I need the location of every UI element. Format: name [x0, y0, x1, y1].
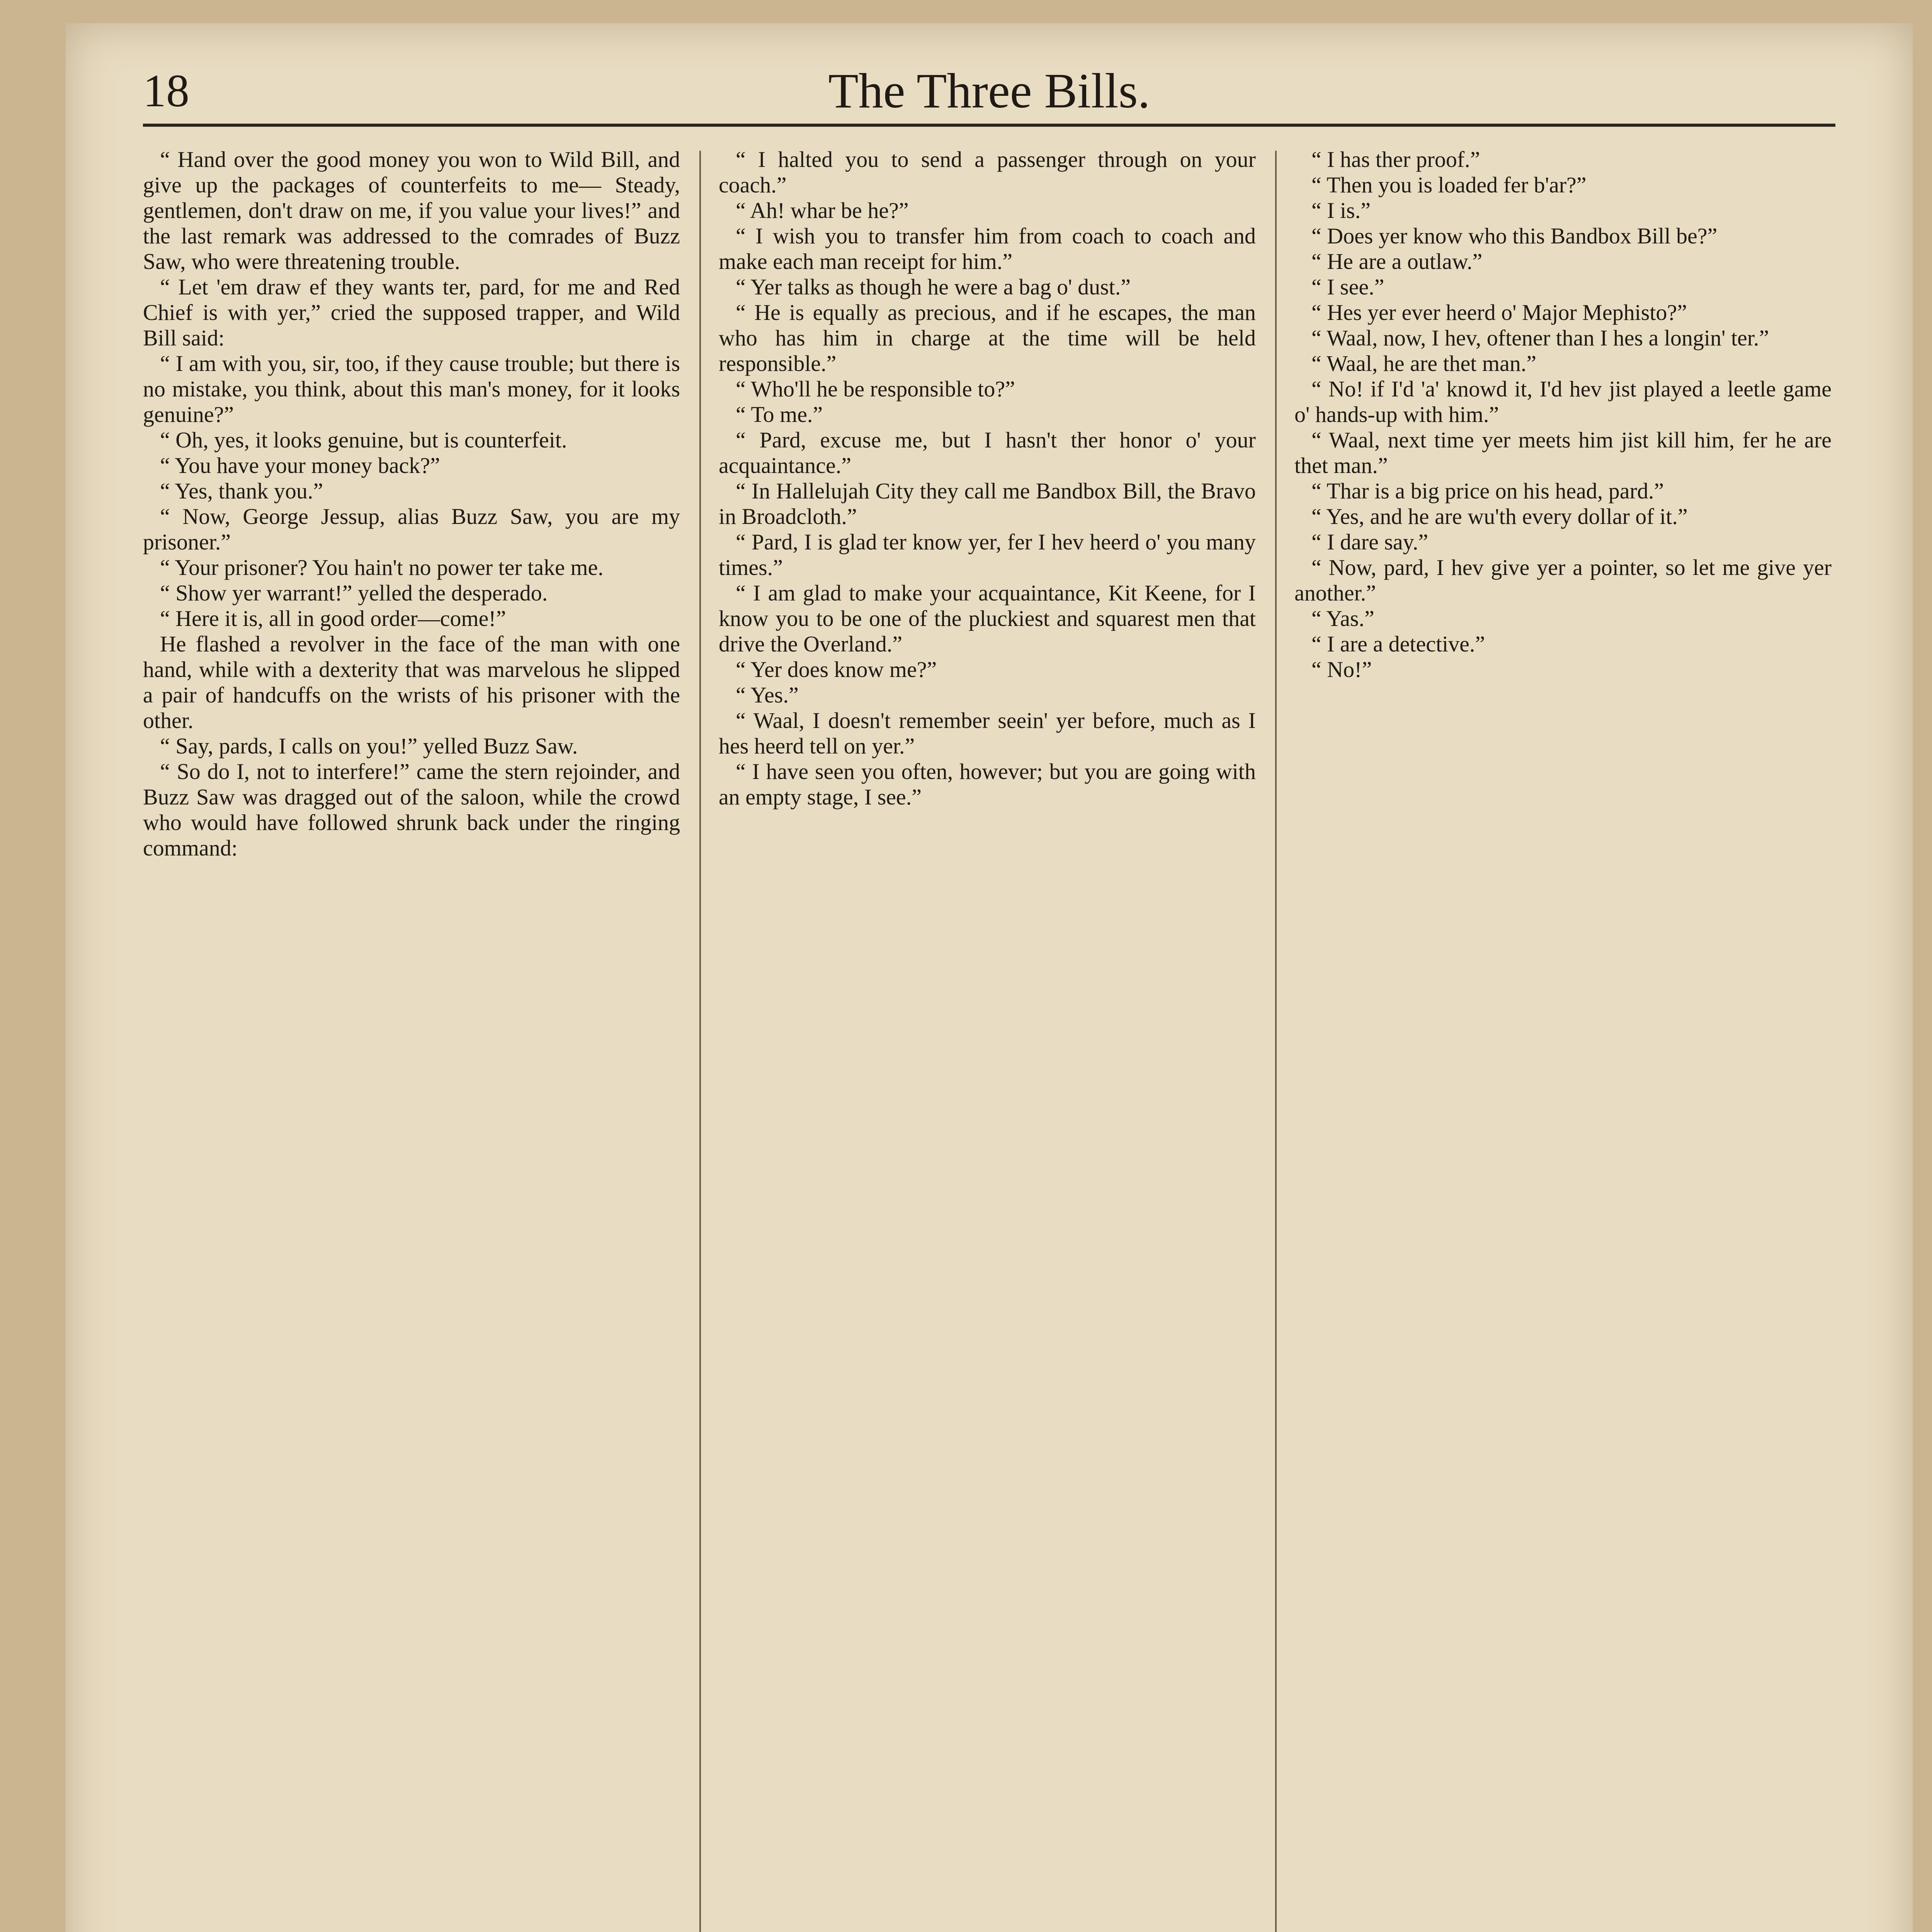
text-column-3 — [1294, 147, 1832, 1932]
paragraph: “ Here it is, all in good order—come!” — [160, 606, 506, 631]
paragraph: “ No! if I'd 'a' knowd it, I'd hev jist played a leetle game o' hands-up with him.” — [1294, 376, 1832, 427]
paragraph: “ Oh, yes, it looks genuine, but is counterfeit. — [160, 427, 567, 452]
paragraph: “ Yes, and he are wu'th every dollar of it.” — [1311, 504, 1688, 529]
paragraph: “ I see.” — [1311, 274, 1384, 299]
paragraph: “ Now, George Jessup, alias Buzz Saw, you are my prisoner.” — [143, 504, 680, 554]
paragraph: “ Pard, I is glad ter know yer, fer I hev heerd o' you many times.” — [719, 529, 1256, 580]
paragraph: “ Yes, thank you.” — [160, 478, 323, 503]
paragraph: “ Let 'em draw ef they wants ter, pard, for me and Red Chief is with yer,” cried the supposed trapper, and Wild Bill said: — [143, 274, 680, 350]
paragraph: “ Waal, he are thet man.” — [1311, 351, 1537, 376]
paragraph: “ I has ther proof.” — [1311, 147, 1480, 172]
column-divider — [1275, 151, 1277, 1932]
paragraph: “ No!” — [1311, 657, 1372, 682]
paragraph: “ I wish you to transfer him from coach to coach and make each man receipt for him.” — [719, 223, 1256, 274]
paragraph: “ So do I, not to interfere!” came the stern rejoinder, and Buzz Saw was dragged out of the saloon, while the crowd who would have followed shrunk back under the ringing command: — [143, 759, 680, 861]
paragraph: “ Now, pard, I hev give yer a pointer, so let me give yer another.” — [1294, 555, 1832, 605]
paragraph: “ Yes.” — [736, 682, 799, 707]
paragraph: “ I am with you, sir, too, if they cause trouble; but there is no mistake, you think, about this man's money, for it looks genuine?” — [143, 351, 680, 427]
paragraph: “ I is.” — [1311, 198, 1371, 223]
paragraph: “ Pard, excuse me, but I hasn't ther honor o' your acquaintance.” — [719, 427, 1256, 478]
column-divider — [699, 151, 701, 1932]
paragraph: “ I have seen you often, however; but you are going with an empty stage, I see.” — [719, 759, 1256, 810]
paragraph: “ Yer does know me?” — [736, 657, 937, 682]
paragraph: “ Yas.” — [1311, 606, 1374, 631]
paragraph: “ Does yer know who this Bandbox Bill be?” — [1311, 223, 1718, 248]
paragraph: “ I halted you to send a passenger through on your coach.” — [719, 147, 1256, 197]
paragraph: “ Hand over the good money you won to Wild Bill, and give up the packages of counterfeits to me— Steady, gentlemen, don't draw on me, if you value your lives!” and the last remark was addressed to the comrades of Buzz Saw, who were threatening trouble. — [143, 147, 680, 274]
paragraph: “ Then you is loaded fer b'ar?” — [1311, 172, 1587, 197]
paragraph: “ To me.” — [736, 402, 823, 427]
paragraph: “ In Hallelujah City they call me Bandbox Bill, the Bravo in Broadcloth.” — [719, 478, 1256, 529]
paragraph: He flashed a revolver in the face of the man with one hand, while with a dexterity that was marvelous he slipped a pair of handcuffs on the wrists of his prisoner with the other. — [143, 631, 680, 733]
page-number: 18 — [143, 65, 189, 116]
text-column-1 — [143, 147, 680, 1932]
paragraph: “ Who'll he be responsible to?” — [736, 376, 1015, 401]
paragraph: “ Show yer warrant!” yelled the desperado. — [160, 580, 548, 605]
page-header — [143, 58, 1835, 127]
paragraph: “ You have your money back?” — [160, 453, 440, 478]
newspaper-page — [66, 23, 1913, 1932]
paragraph: “ Hes yer ever heerd o' Major Mephisto?” — [1311, 300, 1687, 325]
paragraph: “ I dare say.” — [1311, 529, 1429, 554]
running-title: The Three Bills. — [828, 63, 1150, 118]
paragraph: “ Say, pards, I calls on you!” yelled Buzz Saw. — [160, 733, 578, 759]
paragraph: “ I am glad to make your acquaintance, Kit Keene, for I know you to be one of the pluckiest and squarest men that drive the Overland.” — [719, 580, 1256, 656]
paragraph: “ Yer talks as though he were a bag o' dust.” — [736, 274, 1131, 299]
paragraph: “ He are a outlaw.” — [1311, 249, 1483, 274]
paragraph: “ He is equally as precious, and if he escapes, the man who has him in charge at the time will be held responsible.” — [719, 300, 1256, 376]
paragraph: “ Waal, next time yer meets him jist kill him, fer he are thet man.” — [1294, 427, 1832, 478]
paragraph: “ Waal, I doesn't remember seein' yer before, much as I hes heerd tell on yer.” — [719, 708, 1256, 759]
paragraph: “ Thar is a big price on his head, pard.” — [1311, 478, 1664, 503]
paragraph: “ I are a detective.” — [1311, 631, 1485, 656]
paragraph: “ Ah! whar be he?” — [736, 198, 909, 223]
text-column-2 — [719, 147, 1256, 1932]
paragraph: “ Waal, now, I hev, oftener than I hes a longin' ter.” — [1311, 325, 1769, 350]
paragraph: “ Your prisoner? You hain't no power ter take me. — [160, 555, 604, 580]
